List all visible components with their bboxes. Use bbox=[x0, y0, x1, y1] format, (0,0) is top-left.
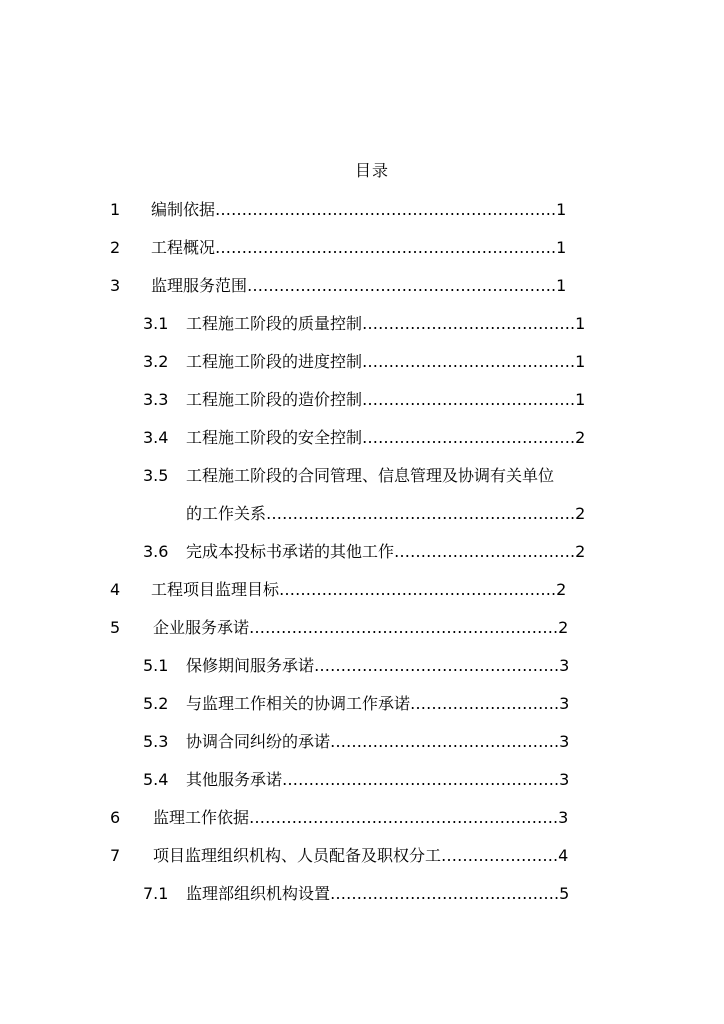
toc-entry-text: 工程概况……………………………………………………….1 bbox=[151, 238, 567, 257]
toc-entry-text: 企业服务承诺………………………………………………….2 bbox=[153, 618, 569, 637]
toc-entry-number: 7 bbox=[110, 846, 121, 865]
toc-entry-number: 3 bbox=[110, 276, 121, 295]
toc-entry-number: 1 bbox=[110, 200, 121, 219]
toc-title: 目录 bbox=[354, 161, 389, 180]
toc-entry-number: 5.4 bbox=[143, 770, 169, 789]
toc-entry-text: 工程施工阶段的进度控制………………………………….1 bbox=[186, 352, 586, 371]
toc-entry-text: 保修期间服务承诺……………………………………….3 bbox=[186, 656, 570, 675]
toc-entry-number: 3.1 bbox=[143, 314, 169, 333]
toc-entry-number: 5.3 bbox=[143, 732, 169, 751]
toc-entry-number: 5.2 bbox=[143, 694, 169, 713]
toc-entry-number: 5.1 bbox=[143, 656, 169, 675]
toc-entry-number: 2 bbox=[110, 238, 121, 257]
toc-entry-text: 工程施工阶段的质量控制………………………………….1 bbox=[186, 314, 586, 333]
toc-entry-text: 协调合同纠纷的承诺…………………………………….3 bbox=[186, 732, 570, 751]
toc-entry-number: 4 bbox=[110, 580, 121, 599]
toc-entry-text: 工程施工阶段的造价控制………………………………….1 bbox=[186, 390, 586, 409]
toc-entry-text: 其他服务承诺…………………………………………….3 bbox=[186, 770, 570, 789]
toc-entry-text: 工程项目监理目标…………………………………………….2 bbox=[151, 580, 567, 599]
toc-entry-number: 3.4 bbox=[143, 428, 169, 447]
toc-entry-text: 编制依据……………………………………………………….1 bbox=[151, 200, 567, 219]
toc-entry-text: 监理部组织机构设置…………………………………….5 bbox=[186, 884, 570, 903]
toc-entry-text: 与监理工作相关的协调工作承诺……………………….3 bbox=[186, 694, 570, 713]
toc-entry-text: 监理工作依据………………………………………………….3 bbox=[153, 808, 569, 827]
toc-entry-number: 3.5 bbox=[143, 466, 169, 485]
toc-entry-text: 监理服务范围………………………………………………….1 bbox=[151, 276, 567, 295]
toc-entry-text: 项目监理组织机构、人员配备及职权分工………………….4 bbox=[153, 846, 569, 865]
toc-entry-number: 7.1 bbox=[143, 884, 169, 903]
toc-entry-text: 工程施工阶段的合同管理、信息管理及协调有关单位 bbox=[186, 466, 555, 485]
toc-entry-text: 完成本投标书承诺的其他工作…………………………….2 bbox=[186, 542, 586, 561]
toc-entry-text: 的工作关系………………………………………………….2 bbox=[186, 504, 586, 523]
toc-entry-number: 3.6 bbox=[143, 542, 169, 561]
toc-entry-number: 5 bbox=[110, 618, 121, 637]
toc-entry-number: 3.3 bbox=[143, 390, 169, 409]
toc-entry-number: 6 bbox=[110, 808, 121, 827]
toc-entry-text: 工程施工阶段的安全控制………………………………….2 bbox=[186, 428, 586, 447]
toc-entry-number: 3.2 bbox=[143, 352, 169, 371]
